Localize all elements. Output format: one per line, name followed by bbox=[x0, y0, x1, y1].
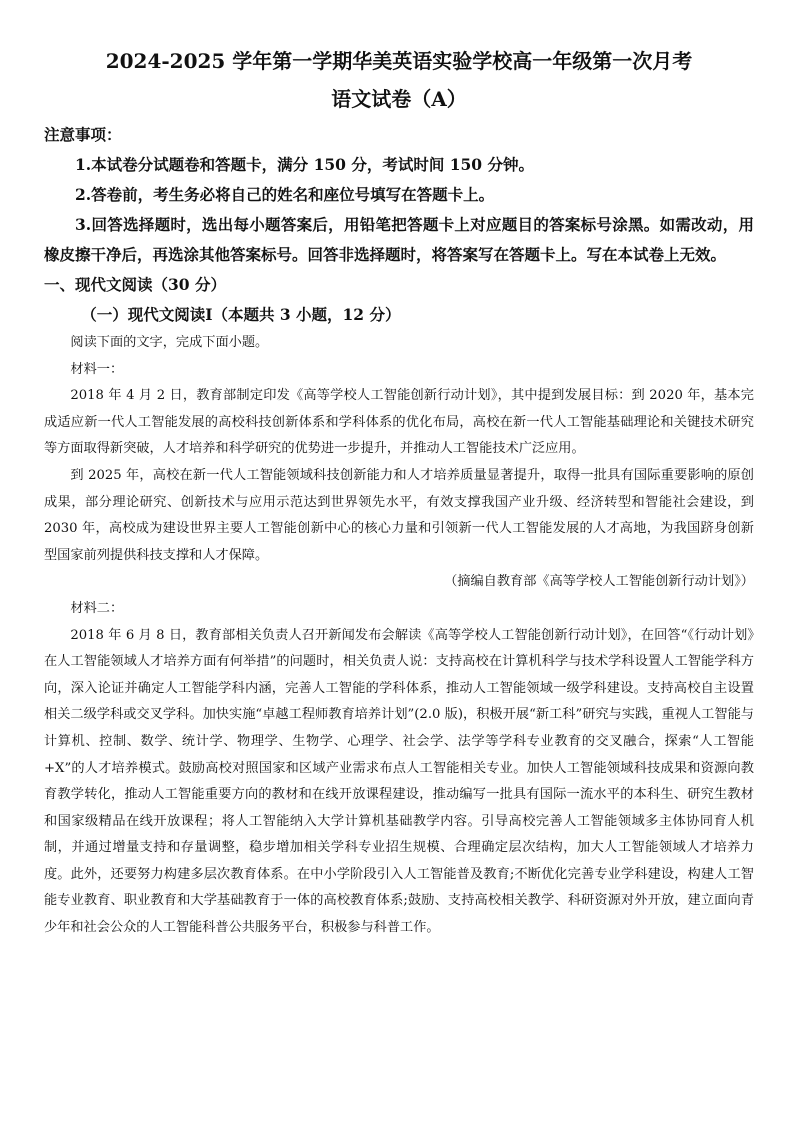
material2-label: 材料二： bbox=[70, 600, 124, 616]
material1-paragraph-2: 到 2025 年，高校在新一代人工智能领域科技创新能力和人才培养质量显著提升，取得一批具有国际重要影响的原创成果，部分理论研究、创新技术与应用示范达到世界领先水平，有效支撑我国产业升级、经济转型和智能社会建设，到 2030 年，高校成为建设世界主要人工智能创新中心的核心力量和引领新一代人工智能发展的人才高地，为我国跻身创新型国家前列提供科技支撑和人才保障。 bbox=[44, 467, 754, 563]
exam-title: 2024-2025 学年第一学期华美英语实验学校高一年级第一次月考 bbox=[105, 49, 693, 73]
material2-paragraph-1: 2018 年 6 月 8 日，教育部相关负责人召开新闻发布会解读《高等学校人工智能创新行动计划》，在回答“《行动计划》在人工智能领域人才培养方面有何举措”的问题时，相关负责人说：支持高校在计算机科学与技术学科设置人工智能学科方向，深入论证并确定人工智能学科内涵，完善人工智能的学科体系，推动人工智能领域一级学科建设。支持高校自主设置相关二级学科或交叉学科。加快实施“卓越工程师教育培养计划”(2.0 版)，积极开展“新工科”研究与实践，重视人工智能与计算机、控制、数学、统计学、物理学、生物学、心理学、社会学、法学等学科专业教育的交叉融合，探索“人工智能+X”的人才培养模式。鼓励高校对照国家和区域产业需求布点人工智能相关专业。加快人工智能领域科技成果和资源向教育教学转化，推动人工智能重要方向的教材和在线开放课程建设，推动编写一批具有国际一流水平的本科生、研究生教材和国家级精品在线开放课程；将人工智能纳入大学计算机基础教学内容。引导高校完善人工智能领域多主体协同育人机制，并通过增量支持和存量调整，稳步增加相关学科专业招生规模、合理确定层次结构，加大人工智能领域人才培养力度。此外，还要努力构建多层次教育体系。在中小学阶段引入人工智能普及教育;不断优化完善专业学科建设，构建人工智能专业教育、职业教育和大学基础教育于一体的高校教育体系;鼓励、支持高校相关教学、科研资源对外开放，建立面向青少年和社会公众的人工智能科普公共服务平台，积极参与科普工作。 bbox=[44, 627, 754, 936]
material1-paragraph-1: 2018 年 4 月 2 日，教育部制定印发《高等学校人工智能创新行动计划》，其中提到发展目标：到 2020 年，基本完成适应新一代人工智能发展的高校科技创新体系和学科体系的优化布局，高校在新一代人工智能基础理论和关键技术研究等方面取得新突破，人才培养和科学研究的优势进一步提升，并推动人工智能技术广泛应用。 bbox=[44, 388, 754, 457]
exam-subtitle: 语文试卷（A） bbox=[331, 87, 467, 111]
note-item-2: 2.答卷前，考生务必将自己的姓名和座位号填写在答题卡上。 bbox=[75, 185, 495, 204]
notes-heading: 注意事项： bbox=[44, 125, 122, 144]
section-heading: 一、现代文阅读（30 分） bbox=[44, 275, 226, 294]
reading-instruction: 阅读下面的文字，完成下面小题。 bbox=[70, 335, 269, 350]
note-item-3: 3.回答选择题时，选出每小题答案后，用铅笔把答题卡上对应题目的答案标号涂黑。如需改动，用橡皮擦干净后，再选涂其他答案标号。回答非选择题时，将答案写在答题卡上。写在本试卷上无效。 bbox=[44, 215, 754, 264]
note-item-1: 1.本试卷分试题卷和答题卡，满分 150 分，考试时间 150 分钟。 bbox=[75, 155, 534, 174]
material1-source: （摘编自教育部《高等学校人工智能创新行动计划》） bbox=[444, 574, 754, 590]
material1-label: 材料一： bbox=[70, 361, 124, 377]
subsection-heading: （一）现代文阅读Ⅰ（本题共 3 小题，12 分） bbox=[81, 305, 401, 324]
